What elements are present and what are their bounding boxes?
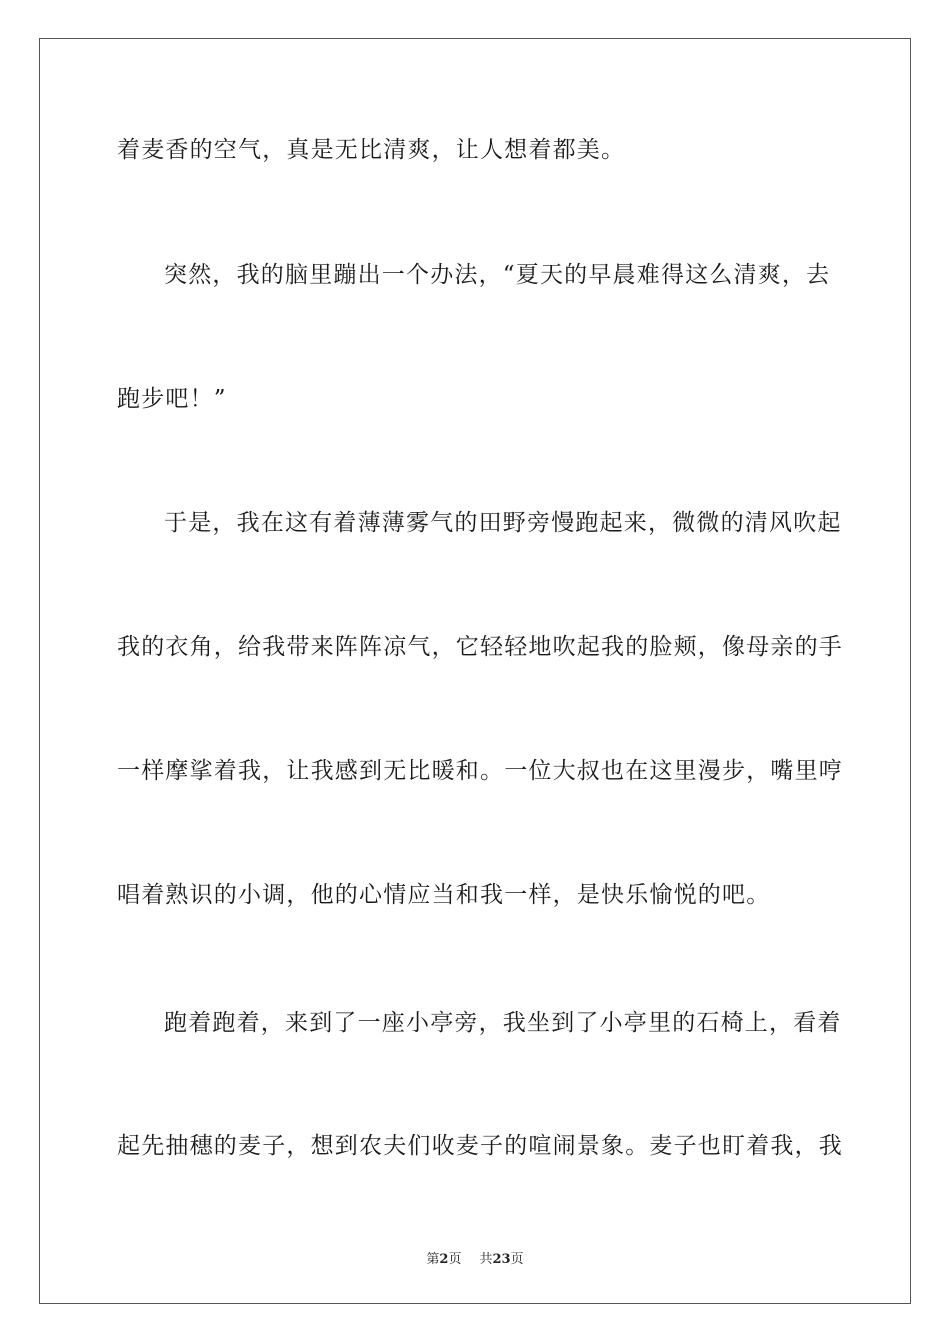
total-pages: 23 xyxy=(492,1252,511,1267)
text-line-6: 一样摩挲着我，让我感到无比暖和。一位大叔也在这里漫步，嘴里哼 xyxy=(117,758,843,784)
page-footer xyxy=(0,1248,950,1267)
text-line-9: 起先抽穗的麦子，想到农夫们收麦子的喧闹景象。麦子也盯着我，我 xyxy=(117,1133,843,1159)
text-line-2: 突然，我的脑里蹦出一个办法，“夏天的早晨难得这么清爽，去 xyxy=(164,262,831,288)
text-line-4: 于是，我在这有着薄薄雾气的田野旁慢跑起来，微微的清风吹起 xyxy=(164,510,842,536)
page-suffix: 页 xyxy=(448,1252,462,1267)
text-line-1: 着麦香的空气，真是无比清爽，让人想着都美。 xyxy=(117,137,626,163)
text-line-8: 跑着跑着，来到了一座小亭旁，我坐到了小亭里的石椅上，看着 xyxy=(164,1010,842,1036)
page-prefix: 第 xyxy=(426,1252,440,1267)
text-line-5: 我的衣角，给我带来阵阵凉气，它轻轻地吹起我的脸颊，像母亲的手 xyxy=(117,634,843,660)
total-suffix: 页 xyxy=(510,1252,524,1267)
text-line-7: 唱着熟识的小调，他的心情应当和我一样，是快乐愉悦的吧。 xyxy=(117,882,771,908)
page-border xyxy=(39,38,911,1304)
page-number: 2 xyxy=(439,1252,449,1267)
text-line-3: 跑步吧！” xyxy=(117,386,227,412)
total-prefix: 共 xyxy=(479,1252,493,1267)
